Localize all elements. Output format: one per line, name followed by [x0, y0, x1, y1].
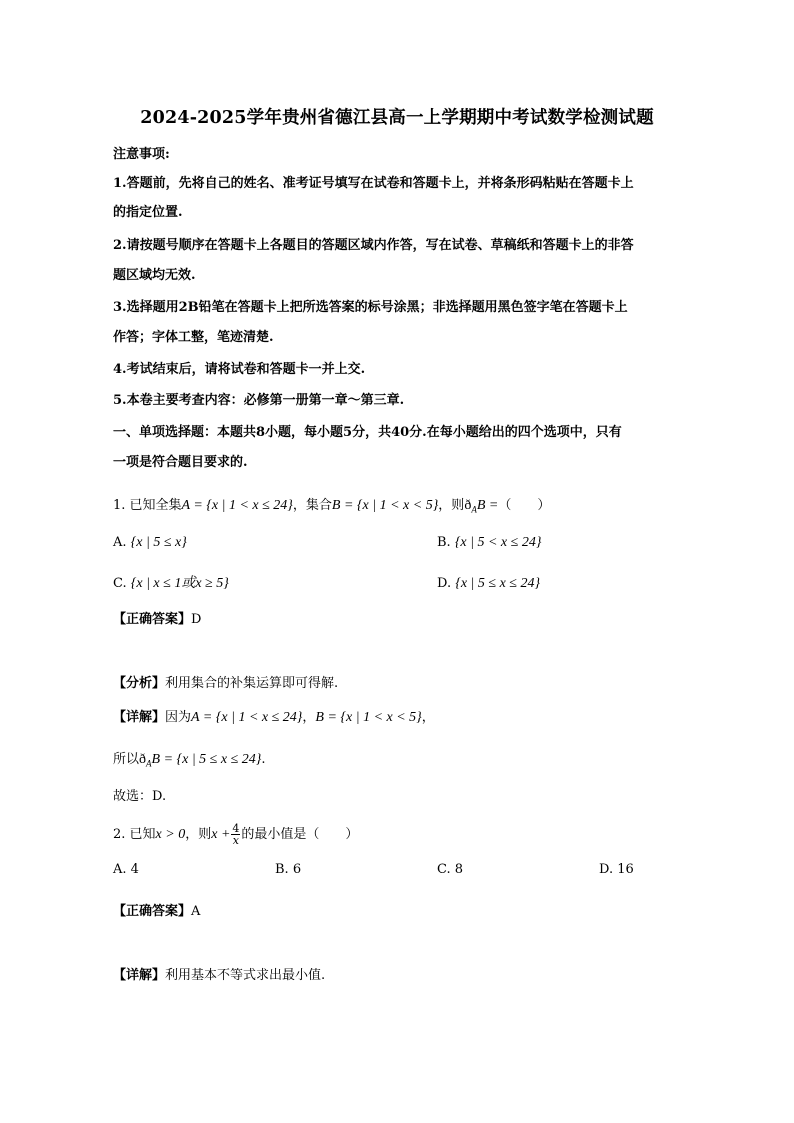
q1-option-d-text: {x | 5 ≤ x ≤ 24}: [455, 576, 541, 591]
q1-conclusion: [113, 751, 266, 773]
q2-detail-text: 利用基本不等式求出最小值.: [165, 968, 326, 983]
question-1-stem: [113, 497, 550, 519]
q2-option-c: C. 8: [437, 862, 464, 877]
notice-item-1-line-1: 1.答题前，先将自己的姓名、准考证号填写在试卷和答题卡上，并将条形码粘贴在答题卡上: [113, 176, 634, 191]
q1-analysis-text: 利用集合的补集运算即可得解.: [165, 676, 339, 691]
q1-option-a-text: {x | 5 ≤ x}: [130, 535, 187, 550]
q1-detail-tag: 【详解】: [113, 710, 166, 725]
q2-expr-x: x +: [211, 827, 231, 842]
q2-prefix: 2. 已知: [113, 827, 156, 842]
q1-option-a: [113, 534, 187, 552]
q1-option-d-label: D.: [437, 576, 452, 591]
notice-item-3-line-1: 3.选择题用2B铅笔在答题卡上把所选答案的标号涂黑；非选择题用黑色签字笔在答题卡上: [113, 300, 628, 315]
q1-detail-sep: ，: [302, 710, 316, 725]
q1-option-b-text: {x | 5 < x ≤ 24}: [454, 535, 542, 550]
q1-complement-symbol: ð: [464, 498, 472, 513]
q2-then: ，则: [185, 827, 212, 842]
q1-detail-set-b: B = {x | 1 < x < 5}: [315, 710, 422, 725]
notice-item-4: 4.考试结束后，请将试卷和答题卡一并上交.: [113, 362, 366, 377]
notice-item-5: 5.本卷主要考查内容：必修第一册第一章～第三章.: [113, 393, 405, 408]
q1-answer-value: D: [191, 612, 202, 627]
q1-detail: [113, 709, 435, 727]
q1-paren: （ ）: [498, 498, 551, 513]
q1-option-c-text: {x | x ≤ 1或x ≥ 5}: [130, 576, 229, 591]
q1-so-end: .: [261, 752, 266, 767]
q1-option-b-label: B.: [437, 535, 451, 550]
q1-option-b: [437, 534, 541, 552]
q2-detail-tag: 【详解】: [113, 968, 166, 983]
q1-answer-tag: 【正确答案】: [113, 612, 192, 627]
q1-set-b: B = {x | 1 < x < 5}: [331, 498, 439, 513]
q1-answer: [113, 611, 201, 629]
question-2-stem: [113, 823, 358, 846]
notice-item-2-line-2: 题区域均无效.: [113, 268, 196, 283]
section-1-heading-line-1: 一、单项选择题：本题共8小题，每小题5分，共40分.在每小题给出的四个选项中，只有: [113, 425, 622, 440]
section-1-heading-line-2: 一项是符合题目要求的.: [113, 455, 248, 470]
q1-option-d: [437, 575, 540, 593]
notice-item-1-line-2: 的指定位置.: [113, 205, 183, 220]
q2-fraction-denominator: x: [232, 834, 240, 847]
q2-fraction: [231, 823, 240, 846]
q2-option-d: D. 16: [599, 862, 634, 877]
notice-item-2-line-1: 2.请按题号顺序在答题卡上各题目的答题区域内作答，写在试卷、草稿纸和答题卡上的非答: [113, 238, 634, 253]
q1-option-c-label: C.: [113, 576, 127, 591]
q1-target: B =: [476, 498, 499, 513]
q1-prefix: 1. 已知全集: [113, 498, 182, 513]
q1-so-sub: A: [146, 758, 152, 769]
q1-complement-sub: A: [471, 504, 477, 515]
q1-analysis: [113, 675, 338, 693]
q1-mid: ，集合: [292, 498, 332, 513]
q1-choose: 故选：D.: [113, 789, 167, 804]
q1-detail-set-a: A = {x | 1 < x ≤ 24}: [191, 710, 303, 725]
q2-answer-tag: 【正确答案】: [113, 904, 192, 919]
q2-suffix: 的最小值是（ ）: [241, 827, 359, 842]
q1-set-a: A = {x | 1 < x ≤ 24}: [181, 498, 293, 513]
q2-option-a: A. 4: [113, 862, 139, 877]
q2-answer-value: A: [191, 904, 201, 919]
page-title: 2024-2025学年贵州省德江县高一上学期期中考试数学检测试题: [140, 108, 654, 128]
notice-heading: 注意事项:: [113, 147, 170, 162]
q1-so-prefix: 所以: [113, 752, 140, 767]
q1-option-c: [113, 575, 229, 593]
q1-detail-prefix: 因为: [165, 710, 192, 725]
q2-fraction-numerator: 4: [232, 822, 240, 835]
q2-option-b: B. 6: [275, 862, 302, 877]
q1-so-complement: ð: [139, 752, 147, 767]
q1-detail-end: ，: [421, 710, 435, 725]
q2-answer: [113, 903, 200, 921]
q1-option-a-label: A.: [113, 535, 127, 550]
q1-analysis-tag: 【分析】: [113, 676, 166, 691]
q2-condition: x > 0: [155, 827, 186, 842]
q1-then: ，则: [438, 498, 465, 513]
notice-item-3-line-2: 作答；字体工整，笔迹清楚.: [113, 330, 274, 345]
q2-detail: [113, 967, 325, 985]
q1-so-expr: B = {x | 5 ≤ x ≤ 24}: [151, 752, 262, 767]
